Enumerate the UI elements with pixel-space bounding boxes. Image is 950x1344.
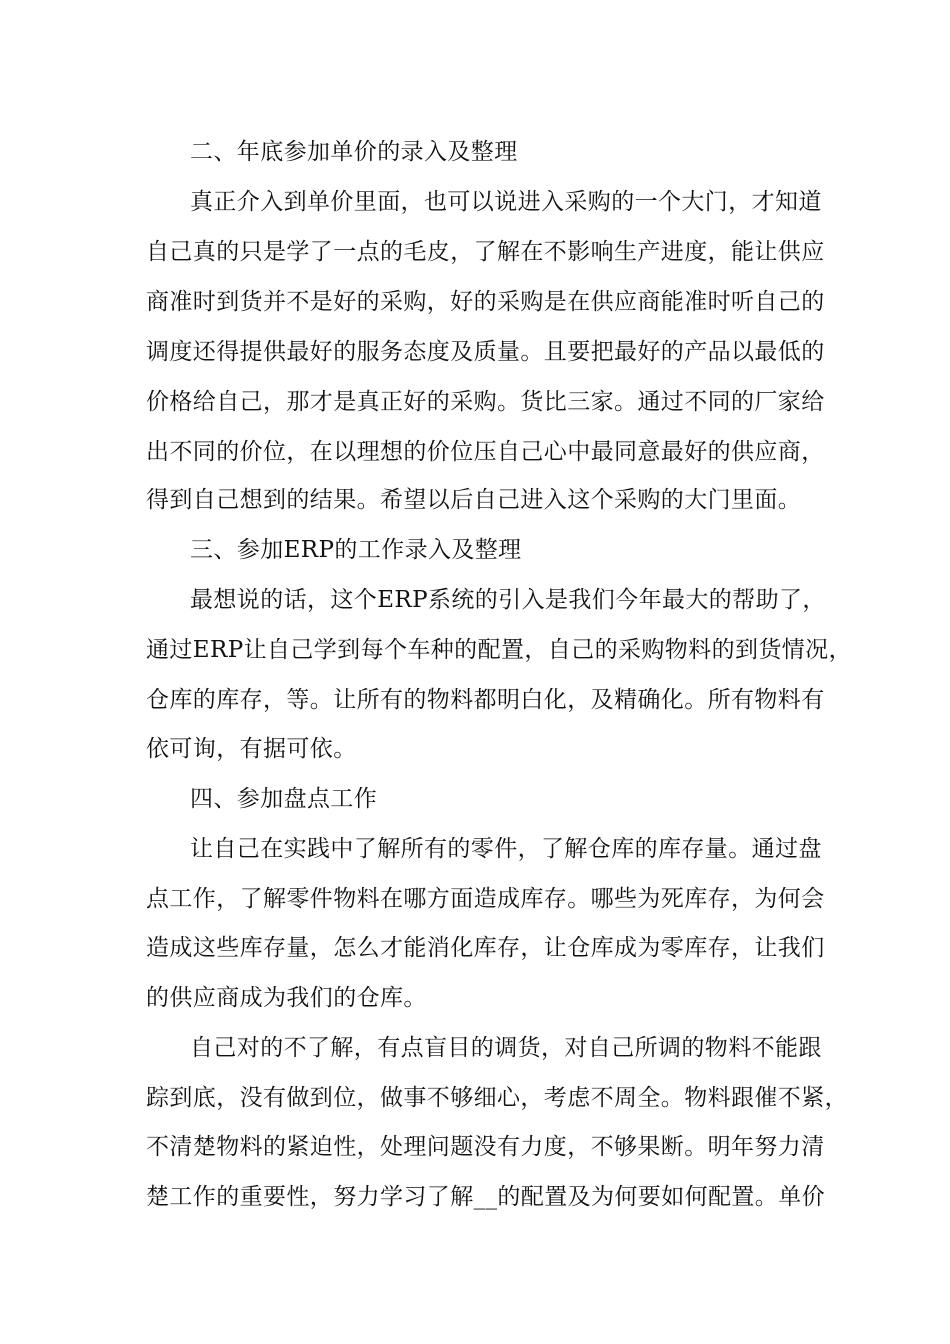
paragraph-line: 商准时到货并不是好的采购，好的采购是在供应商能准时听自己的 [146,289,825,315]
section-heading-unit-price: 二、年底参加单价的录入及整理 [190,139,518,165]
paragraph-line: 价格给自己，那才是真正好的采购。货比三家。通过不同的厂家给 [146,389,825,415]
paragraph-line: 真正介入到单价里面，也可以说进入采购的一个大门，才知道 [190,189,822,215]
section-heading-inventory: 四、参加盘点工作 [190,786,378,812]
paragraph-line: 的供应商成为我们的仓库。 [146,985,427,1011]
paragraph-line: 依可询，有据可依。 [146,736,357,762]
paragraph-line: 得到自己想到的结果。希望以后自己进入这个采购的大门里面。 [146,487,802,513]
paragraph-line: 不清楚物料的紧迫性，处理问题没有力度，不够果断。明年努力清 [146,1134,825,1160]
paragraph-line: 通过ERP让自己学到每个车种的配置，自己的采购物料的到货情况， [146,637,852,663]
paragraph-line: 调度还得提供最好的服务态度及质量。且要把最好的产品以最低的 [146,339,825,365]
paragraph-line: 踪到底，没有做到位，做事不够细心，考虑不周全。物料跟催不紧， [146,1085,848,1111]
paragraph-line: 自己对的不了解，有点盲目的调货，对自己所调的物料不能跟 [190,1035,822,1061]
paragraph-line: 造成这些库存量，怎么才能消化库存，让仓库成为零库存，让我们 [146,935,825,961]
paragraph-line: 最想说的话，这个ERP系统的引入是我们今年最大的帮助了， [190,587,826,613]
paragraph-line: 楚工作的重要性，努力学习了解__的配置及为何要如何配置。单价 [146,1184,825,1210]
section-heading-erp: 三、参加ERP的工作录入及整理 [190,537,522,563]
paragraph-line: 让自己在实践中了解所有的零件，了解仓库的库存量。通过盘 [190,836,822,862]
paragraph-line: 自己真的只是学了一点的毛皮，了解在不影响生产进度，能让供应 [146,239,825,265]
paragraph-line: 仓库的库存，等。让所有的物料都明白化，及精确化。所有物料有 [146,687,825,713]
paragraph-line: 点工作，了解零件物料在哪方面造成库存。哪些为死库存，为何会 [146,886,825,912]
paragraph-line: 出不同的价位，在以理想的价位压自己心中最同意最好的供应商， [146,439,825,465]
